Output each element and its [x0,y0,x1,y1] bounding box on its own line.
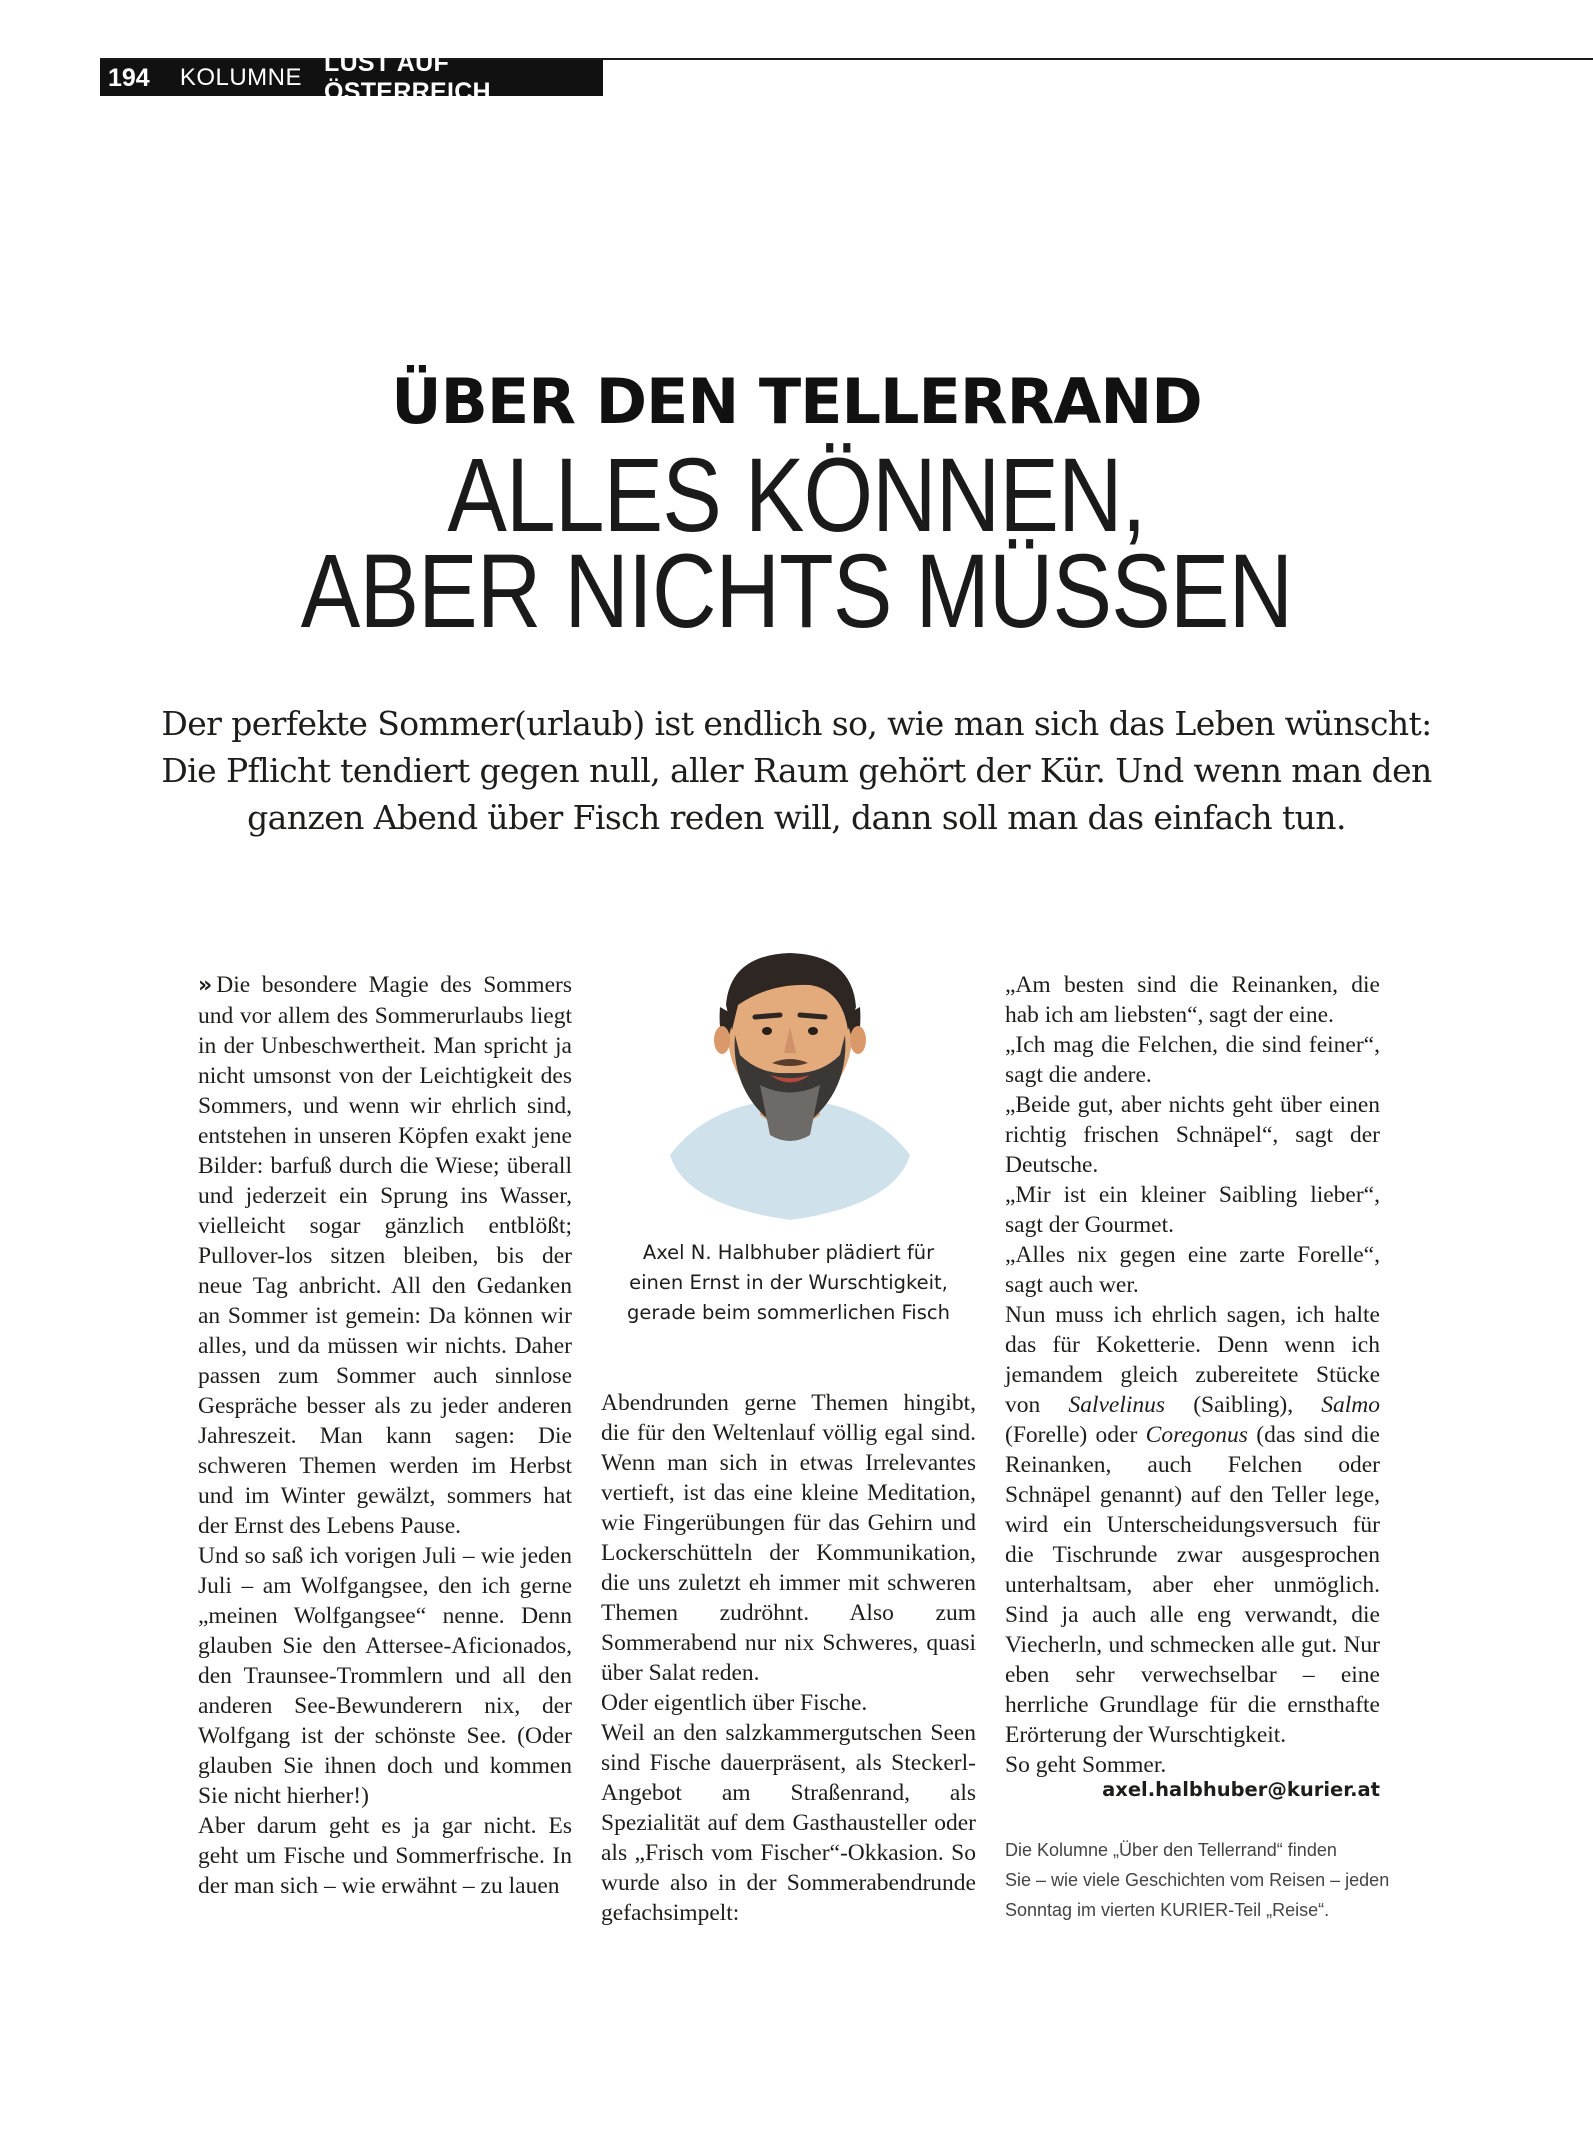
dialogue-line: „Mir ist ein kleiner Saibling lieber“, sagt der Gourmet. [1005,1182,1380,1238]
closing-line: So geht Sommer. [1005,1752,1167,1778]
paragraph: Weil an den salzkammergutschen Seen sind Fische dauerpräsent, als Steckerl-Angebot am Straßenrand, als Spezialität auf dem Gasthausteller oder als „Frisch vom Fischer“-Okkasion. So wurde also in der Sommerabendrunde gefachsimpelt: [601,1720,976,1926]
paragraph: Oder eigentlich über Fische. [601,1690,868,1716]
headline-line-1: ALLES KÖNNEN, [447,437,1146,554]
lead-line-3: ganzen Abend über Fisch reden will, dann soll man das einfach tun. [247,798,1346,837]
footnote-line-3: Sonntag im vierten KURIER-Teil „Reise“. [1005,1900,1330,1920]
footnote-line-2: Sie – wie viele Geschichten vom Reisen – jeden [1005,1870,1390,1890]
body-column-3 [1005,970,1380,1780]
footnote-line-1: Die Kolumne „Über den Tellerrand“ finden [1005,1840,1337,1860]
paragraph: Abendrunden gerne Themen hingibt, die für den Weltenlauf völlig egal sind. Wenn man sich in etwas Irrelevantes vertieft, ist das eine kleine Meditation, wie Fingerübungen für das Gehirn und Lockerschütteln der Kommunikation, die uns zuletzt eh immer mit schweren Themen zudröhnt. Also zum Sommerabend nur nix Schweres, quasi über Salat reden. [601,1390,976,1686]
author-portrait-illustration [660,935,920,1220]
latin-name: Coregonus [1145,1422,1248,1448]
article-lead [160,700,1433,841]
section-label: KOLUMNE [179,64,302,91]
portrait-caption [601,1238,976,1328]
body-column-2 [601,1388,976,1928]
paragraph: Und so saß ich vorigen Juli – wie jeden Juli – am Wolfgangsee, den ich gerne „meinen Wolfgangsee“ nenne. Denn glauben Sie den Attersee-Aficionados, den Traunsee-Trommlern und all den anderen See-Bewunderern nix, der Wolfgang ist der schönste See. (Oder glauben Sie ihnen doch und kommen Sie nicht hierher!) [198,1543,572,1809]
dialogue-line: „Alles nix gegen eine zarte Forelle“, sagt auch wer. [1005,1242,1380,1298]
paragraph: » Die besondere Magie des Sommers und vor allem des Sommerurlaubs liegt in der Unbeschwertheit. Man spricht ja nicht umsonst von der Leichtigkeit des Sommers, und wenn wir ehrlich sind, entstehen in unseren Köpfen exakt jene Bilder: barfuß durch die Wiese; überall und jederzeit ein Sprung ins Wasser, vielleicht sogar gänzlich entblößt; Pullover-los sitzen bleiben, bis der neue Tag anbricht. All den Gedanken an Sommer ist gemein: Da können wir alles, und da müssen wir nichts. Daher passen zum Sommer auch sinnlose Gespräche besser als zu jeder anderen Jahreszeit. Man kann sagen: Die schweren Themen werden im Herbst und im Winter gewälzt, sommers hat der Ernst des Lebens Pause. [198,972,572,1539]
latin-name: Salmo [1321,1392,1380,1418]
section-title: LUST AUF ÖSTERREICH [324,49,491,106]
page-number: 194 [108,63,150,92]
paragraph: Nun muss ich ehrlich sagen, ich halte das für Koketterie. Denn wenn ich jemandem gleich zubereitete Stücke von Salvelinus (Saibling), Salmo (Forelle) oder Coregonus (das sind die Reinanken, auch Felchen oder Schnäpel genannt) auf den Teller lege, wird ein Unterscheidungsversuch für die Tischrunde zwar ausgesprochen unterhaltsam, aber eher unmöglich. Sind ja auch alle eng verwandt, die Viecherln, und schmecken alle gut. Nur eben sehr verwechselbar – eine herrliche Grundlage für die ernsthafte Erörterung der Wurschtigkeit. [1005,1302,1380,1748]
paragraph: Aber darum geht es ja gar nicht. Es geht um Fische und Sommerfrische. In der man sich – wie erwähnt – zu lauen [198,1813,572,1899]
lead-line-1: Der perfekte Sommer(urlaub) ist endlich so, wie man sich das Leben wünscht: [161,704,1432,743]
caption-line-3: gerade beim sommerlichen Fisch [627,1301,950,1324]
headline-line-2: ABER NICHTS MÜSSEN [300,533,1293,650]
article-headline [119,437,1473,650]
column-footnote [1005,1835,1390,1925]
caption-line-1: Axel N. Halbhuber plädiert für [642,1241,935,1264]
dialogue-line: „Am besten sind die Reinanken, die hab ich am liebsten“, sagt der eine. [1005,972,1380,1028]
dialogue-line: „Beide gut, aber nichts geht über einen richtig frischen Schnäpel“, sagt der Deutsche. [1005,1092,1380,1178]
quote-mark-icon: » [198,973,213,998]
author-email: axel.halbhuber@kurier.at [1102,1778,1380,1801]
section-header [100,49,603,106]
latin-name: Salvelinus [1068,1392,1166,1418]
caption-line-2: einen Ernst in der Wurschtigkeit, [629,1271,948,1294]
column-kicker: ÜBER DEN TELLERRAND [391,365,1202,438]
lead-line-2: Die Pflicht tendiert gegen null, aller Raum gehört der Kür. Und wenn man den [161,751,1432,790]
body-column-1 [198,970,572,1901]
dialogue-line: „Ich mag die Felchen, die sind feiner“, sagt die andere. [1005,1032,1380,1088]
